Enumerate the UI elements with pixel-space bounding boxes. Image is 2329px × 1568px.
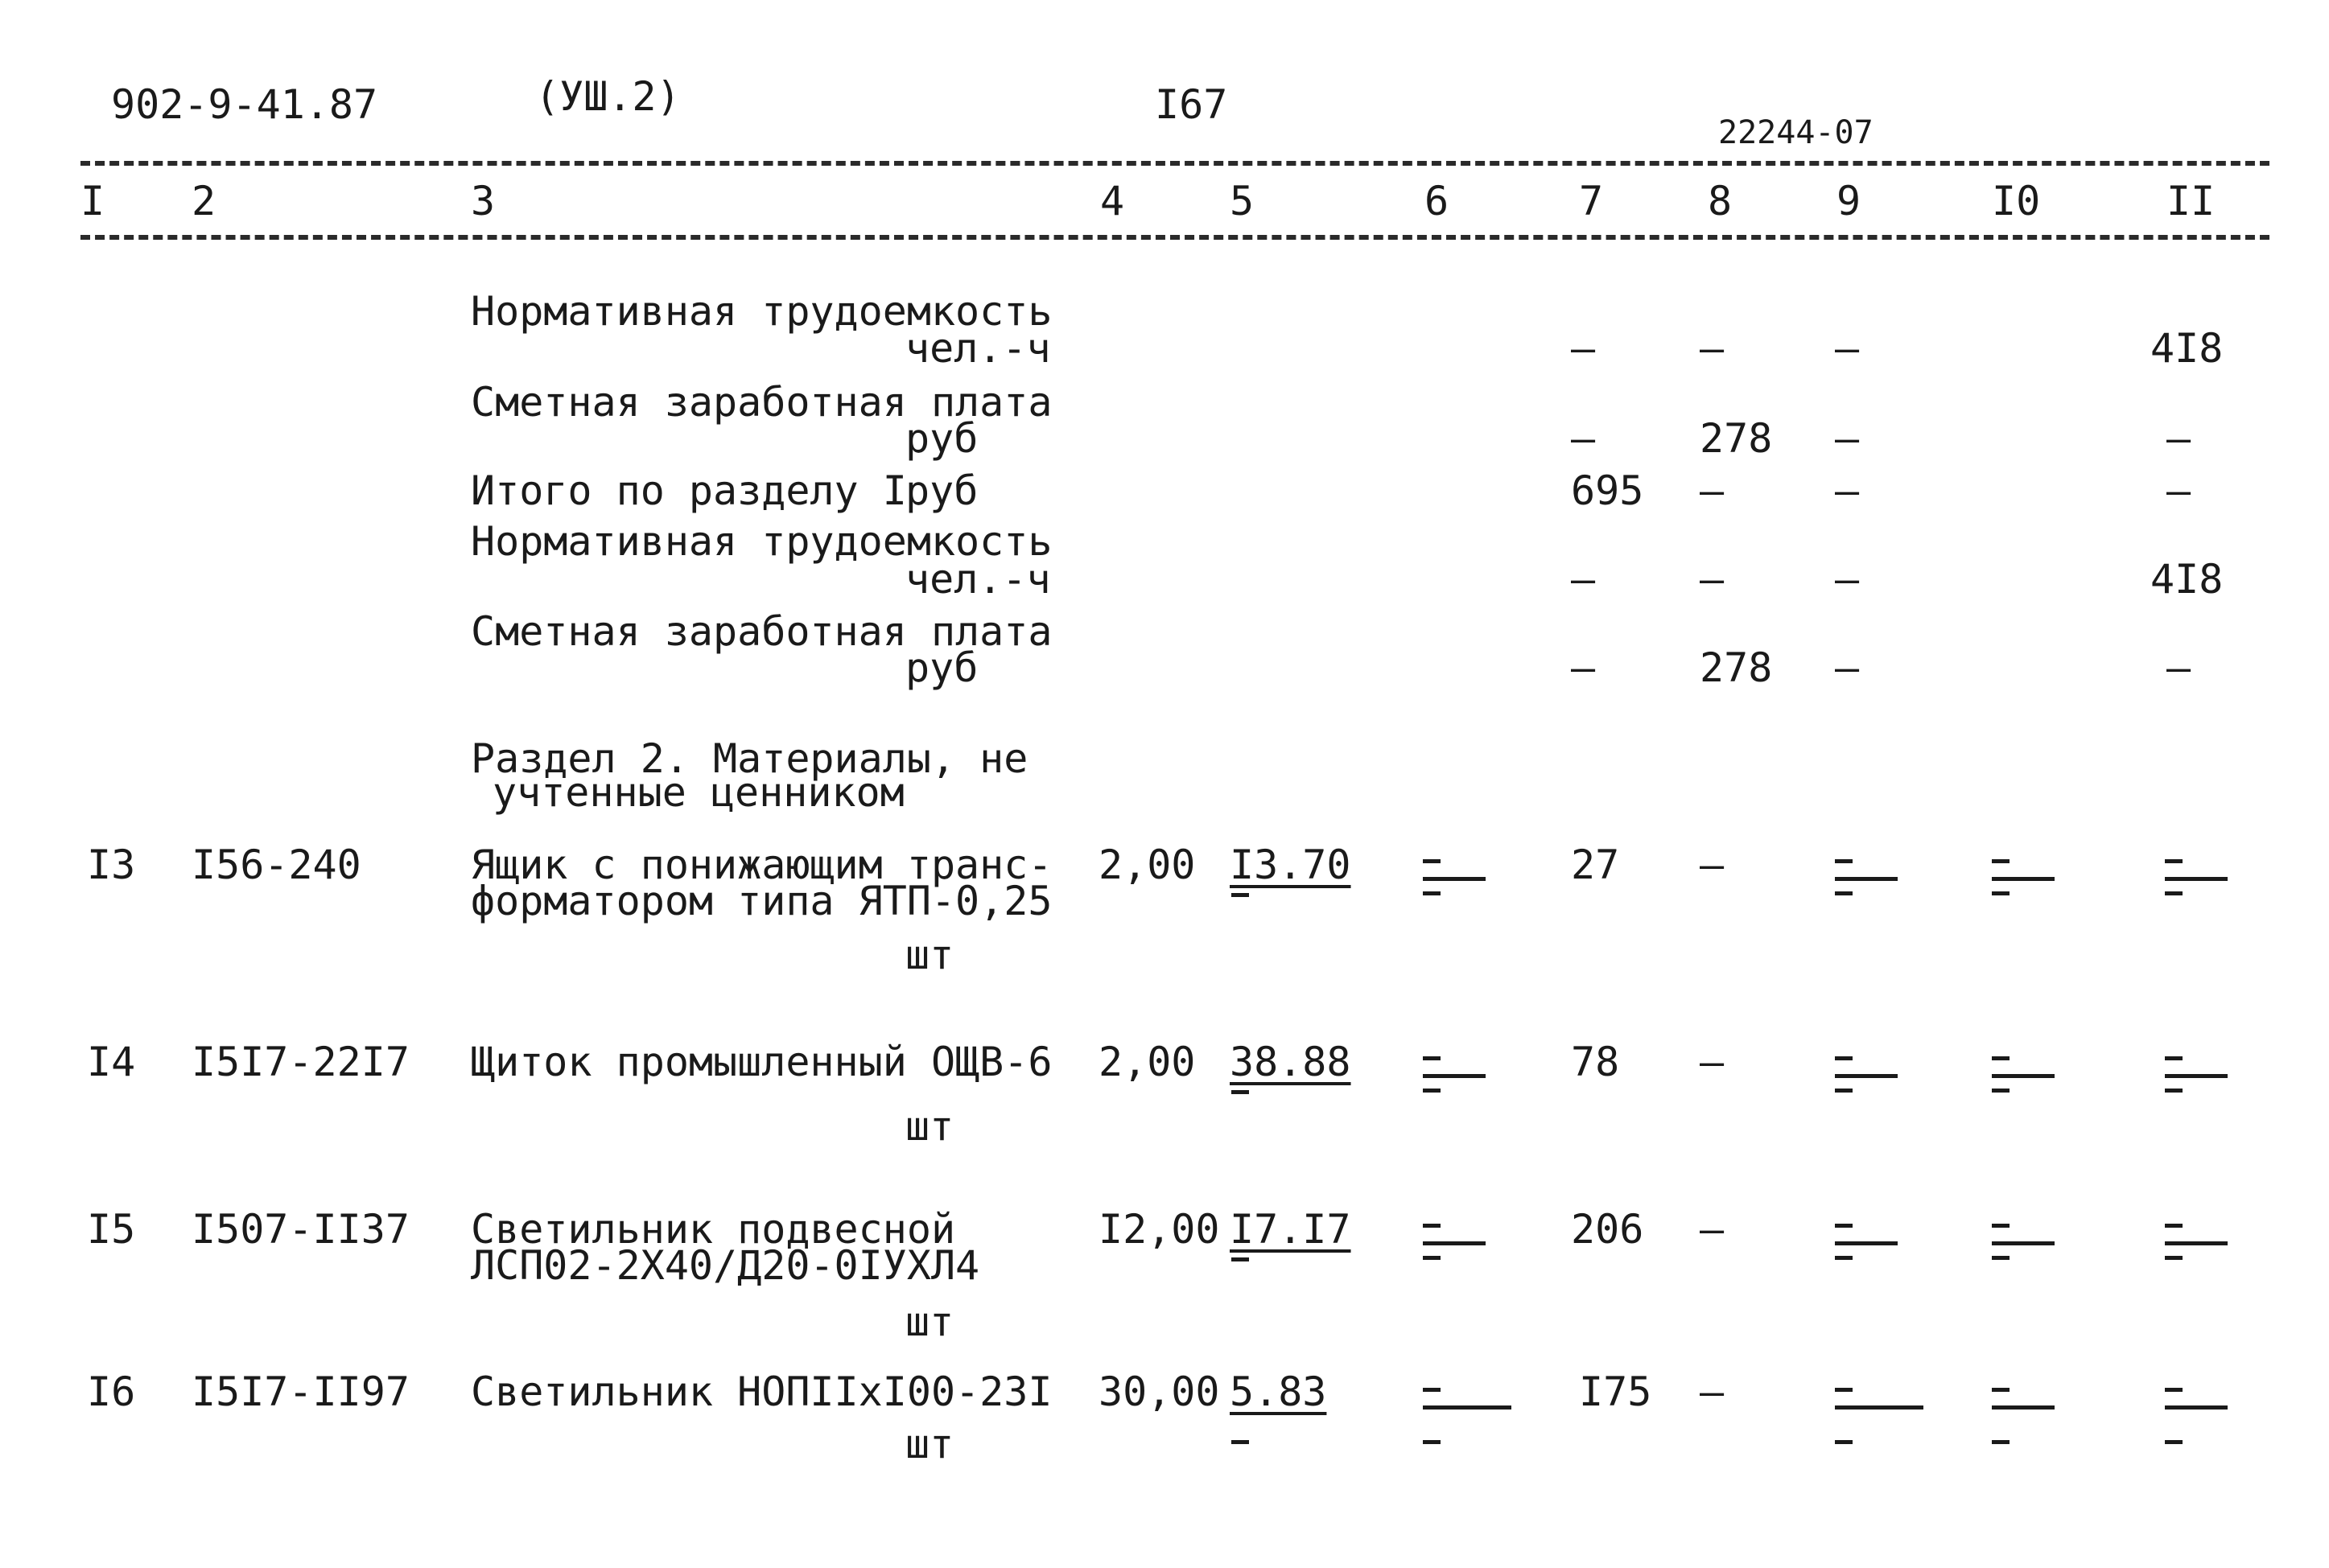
col-header-1: I <box>80 178 105 224</box>
ditto-mark <box>2165 859 2183 863</box>
ditto-mark <box>1423 1256 1441 1260</box>
row-code: I5I7-II97 <box>192 1368 410 1415</box>
cell-col11: – <box>2166 644 2191 691</box>
row-name: Светильник НОПIIхI00-23I <box>471 1368 1053 1415</box>
summary-unit: чел.-ч <box>905 325 1051 372</box>
row-quantity: 30,00 <box>1099 1368 1220 1415</box>
summary-label: Итого по разделу I <box>471 467 907 514</box>
ditto-mark <box>2165 1241 2228 1245</box>
ditto-mark <box>1992 1224 2010 1228</box>
cell-col9: – <box>1835 644 1860 691</box>
cell-col7: – <box>1571 644 1596 691</box>
cell-col9: – <box>1835 415 1860 462</box>
ditto-mark <box>1423 1089 1441 1093</box>
row-name-cont: форматором типа ЯТП-0,25 <box>471 878 1053 924</box>
ditto-mark <box>1835 859 1853 863</box>
col-header-3: 3 <box>471 178 496 224</box>
cell-col7: – <box>1571 415 1596 462</box>
row-name: Ящик с понижающим транс- <box>471 842 1053 888</box>
ditto-mark <box>1992 1074 2055 1078</box>
cell-col7: 695 <box>1571 467 1644 514</box>
row-unit: шт <box>905 1103 954 1150</box>
ditto-mark <box>1835 1224 1853 1228</box>
section-heading-cont: учтенные ценником <box>493 769 905 816</box>
row-price: 5.83 <box>1230 1368 1327 1415</box>
row-price: I3.70 <box>1230 842 1351 888</box>
ditto-mark <box>1423 1241 1486 1245</box>
col-header-8: 8 <box>1708 178 1733 224</box>
summary-unit: руб <box>905 415 979 462</box>
ditto-mark <box>1835 1440 1853 1444</box>
cell-col11: – <box>2166 467 2191 514</box>
archive-stamp: 22244-07 <box>1718 114 1874 151</box>
ditto-mark <box>1992 1056 2010 1060</box>
ditto-mark <box>2165 1256 2183 1260</box>
ditto-mark <box>1423 1388 1441 1392</box>
ditto-mark <box>2165 1224 2183 1228</box>
cell-col9: – <box>1835 556 1860 603</box>
col-header-5: 5 <box>1230 178 1255 224</box>
summary-label: Сметная заработная плата <box>471 379 1053 426</box>
page-number: I67 <box>1155 81 1228 128</box>
row-number: I3 <box>87 842 136 888</box>
row-name: Щиток промышленный ОЩВ-6 <box>471 1039 1053 1085</box>
ditto-mark <box>2165 1056 2183 1060</box>
ditto-mark <box>2165 1440 2183 1444</box>
col-header-9: 9 <box>1836 178 1861 224</box>
ditto-mark <box>1835 1074 1898 1078</box>
col-header-10: I0 <box>1992 178 2041 224</box>
ditto-mark <box>1423 1074 1486 1078</box>
col-header-2: 2 <box>192 178 216 224</box>
cell-col7: – <box>1571 325 1596 372</box>
row-unit: шт <box>905 1421 954 1467</box>
cell-col8: 278 <box>1700 644 1773 691</box>
ditto-mark <box>1835 891 1853 895</box>
ditto-mark <box>1423 891 1441 895</box>
ditto-mark <box>1835 1256 1853 1260</box>
ditto-mark <box>1423 1056 1441 1060</box>
ditto-mark <box>1835 1089 1853 1093</box>
cell-col7: – <box>1571 556 1596 603</box>
ditto-mark <box>2165 1074 2228 1078</box>
summary-unit: руб <box>905 644 979 691</box>
ditto-mark <box>1992 1440 2010 1444</box>
row-name-cont: ЛСП02-2Х40/Д20-0IУХЛ4 <box>471 1242 980 1289</box>
col-header-7: 7 <box>1579 178 1604 224</box>
cell-col8: – <box>1700 467 1725 514</box>
ditto-mark <box>1835 1388 1853 1392</box>
header-bottom-rule <box>80 235 2269 240</box>
ditto-mark <box>1231 1257 1249 1261</box>
cell-col7: I75 <box>1579 1368 1652 1415</box>
ditto-mark <box>1835 1056 1853 1060</box>
summary-unit: руб <box>905 467 979 514</box>
ditto-mark <box>1992 1241 2055 1245</box>
summary-label: Нормативная трудоемкость <box>471 518 1053 565</box>
cell-col8: – <box>1700 1206 1725 1253</box>
col-header-11: II <box>2166 178 2216 224</box>
row-price: 38.88 <box>1230 1039 1351 1085</box>
col-header-4: 4 <box>1100 178 1125 224</box>
ditto-mark <box>1423 1405 1511 1410</box>
cell-col9: – <box>1835 467 1860 514</box>
row-code: I56-240 <box>192 842 361 888</box>
section-heading: Раздел 2. Материалы, не <box>471 735 1028 782</box>
cell-col8: – <box>1700 556 1725 603</box>
ditto-mark <box>1992 877 2055 881</box>
row-quantity: 2,00 <box>1099 842 1196 888</box>
ditto-mark <box>1423 1224 1441 1228</box>
ditto-mark <box>1992 859 2010 863</box>
ditto-mark <box>2165 1089 2183 1093</box>
ditto-mark <box>1231 1440 1249 1444</box>
row-quantity: 2,00 <box>1099 1039 1196 1085</box>
document-code: 902-9-41.87 <box>111 81 378 128</box>
ditto-mark <box>1835 1405 1923 1410</box>
row-unit: шт <box>905 1298 954 1345</box>
cell-col8: 278 <box>1700 415 1773 462</box>
ditto-mark <box>1231 893 1249 897</box>
ditto-mark <box>1992 1405 2055 1410</box>
cell-col8: – <box>1700 842 1725 888</box>
row-code: I5I7-22I7 <box>192 1039 410 1085</box>
cell-col8: – <box>1700 1368 1725 1415</box>
ditto-mark <box>1423 1440 1441 1444</box>
ditto-mark <box>1423 877 1486 881</box>
cell-col7: 27 <box>1571 842 1620 888</box>
ditto-mark <box>1992 891 2010 895</box>
cell-col8: – <box>1700 325 1725 372</box>
summary-label: Сметная заработная плата <box>471 608 1053 655</box>
row-unit: шт <box>905 932 954 978</box>
ditto-mark <box>1992 1256 2010 1260</box>
summary-unit: чел.-ч <box>905 556 1051 603</box>
ditto-mark <box>2165 877 2228 881</box>
row-number: I6 <box>87 1368 136 1415</box>
row-quantity: I2,00 <box>1099 1206 1220 1253</box>
ditto-mark <box>1835 877 1898 881</box>
cell-col7: 206 <box>1571 1206 1644 1253</box>
cell-col11: 4I8 <box>2150 556 2224 603</box>
header-top-rule <box>80 161 2269 166</box>
summary-label: Нормативная трудоемкость <box>471 288 1053 335</box>
cell-col11: 4I8 <box>2150 325 2224 372</box>
cell-col9: – <box>1835 325 1860 372</box>
ditto-mark <box>2165 1388 2183 1392</box>
ditto-mark <box>2165 1405 2228 1410</box>
row-number: I4 <box>87 1039 136 1085</box>
col-header-6: 6 <box>1424 178 1449 224</box>
cell-col11: – <box>2166 415 2191 462</box>
ditto-mark <box>1835 1241 1898 1245</box>
ditto-mark <box>1992 1089 2010 1093</box>
row-number: I5 <box>87 1206 136 1253</box>
cell-col7: 78 <box>1571 1039 1620 1085</box>
volume-label: (УШ.2) <box>535 73 681 120</box>
row-code: I507-II37 <box>192 1206 410 1253</box>
ditto-mark <box>2165 891 2183 895</box>
row-price: I7.I7 <box>1230 1206 1351 1253</box>
row-name: Светильник подвесной <box>471 1206 956 1253</box>
cell-col8: – <box>1700 1039 1725 1085</box>
ditto-mark <box>1992 1388 2010 1392</box>
ditto-mark <box>1423 859 1441 863</box>
ditto-mark <box>1231 1090 1249 1094</box>
